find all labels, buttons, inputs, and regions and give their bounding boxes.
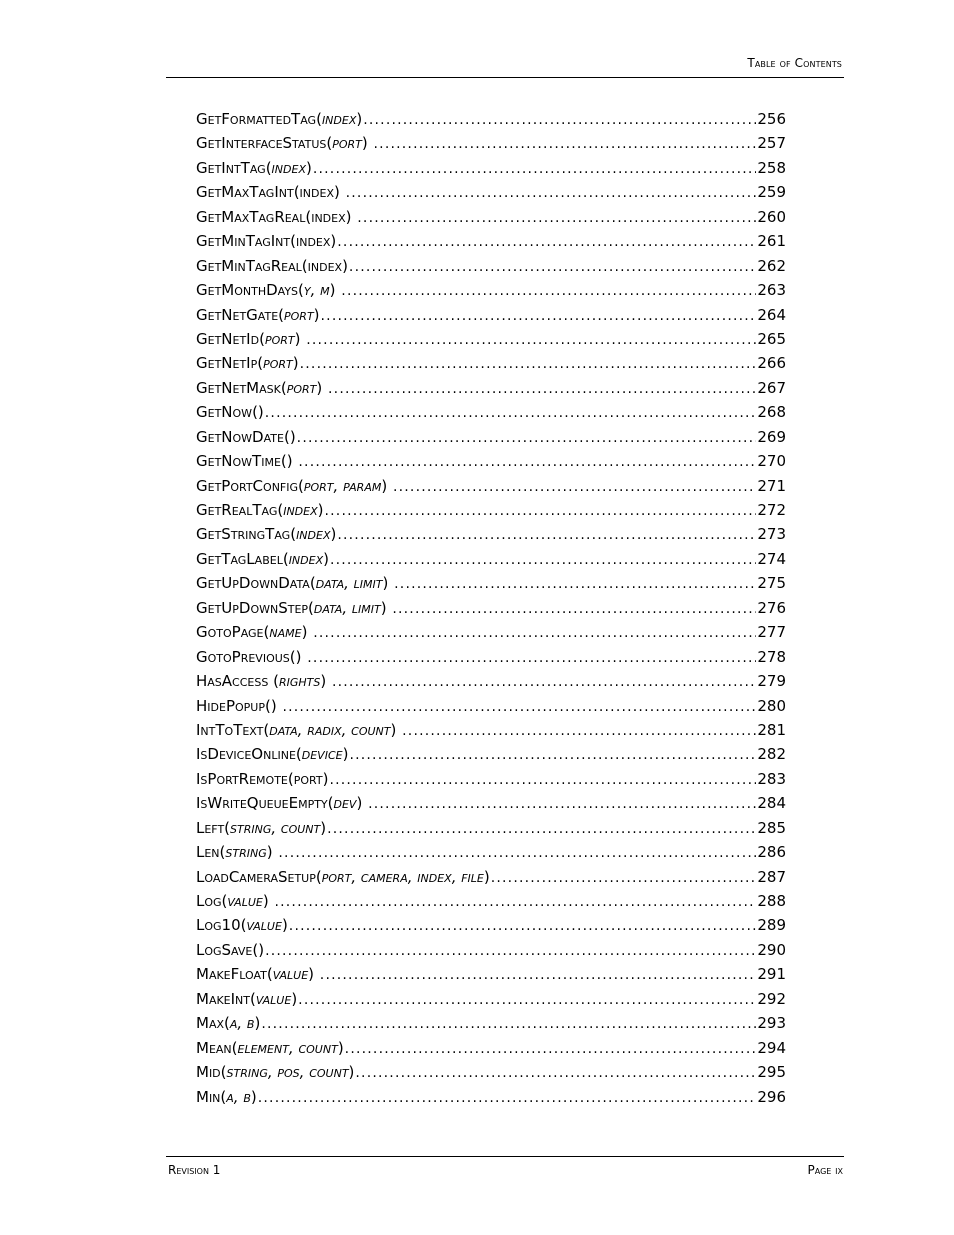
toc-entry-function-name: Mean	[196, 1038, 232, 1057]
toc-dot-leader	[298, 454, 756, 470]
toc-entry-arguments: element, count	[237, 1038, 338, 1057]
toc-dot-leader	[325, 503, 757, 519]
toc-entry-label: GetInterfaceStatus(port)	[196, 134, 373, 152]
toc-entry-function-name: IsWriteQueueEmpty	[196, 794, 328, 813]
toc-entry[interactable]	[196, 452, 786, 476]
toc-entry-page-number: 273	[757, 525, 786, 544]
toc-entry-page-number: 289	[757, 916, 786, 935]
toc-entry-function-name: Mid	[196, 1063, 221, 1082]
toc-entry-label: Len(string)	[196, 843, 277, 861]
toc-entry-arguments: port	[293, 769, 323, 788]
toc-entry-page-number: 296	[757, 1087, 786, 1106]
toc-entry-label: IntToText(data, radix, count)	[196, 721, 401, 739]
toc-entry-page-number: 283	[757, 769, 786, 788]
toc-entry-arguments: port, camera, index, file	[321, 867, 484, 886]
toc-entry-page-number: 263	[757, 281, 786, 300]
toc-entry-spacer	[293, 452, 298, 470]
toc-entry-function-name: GetStringTag	[196, 525, 291, 544]
toc-entry-arguments: data, radix, count	[269, 720, 391, 739]
toc-dot-leader	[368, 796, 756, 812]
toc-dot-leader	[337, 234, 756, 250]
toc-entry-spacer	[368, 134, 373, 152]
toc-entry-spacer	[322, 379, 327, 397]
toc-entry[interactable]	[196, 208, 786, 232]
toc-entry-label: Log(value)	[196, 892, 273, 910]
toc-entry[interactable]	[196, 599, 786, 623]
toc-entry[interactable]	[196, 623, 786, 647]
toc-entry-spacer	[362, 794, 367, 812]
toc-entry-arguments: string, pos, count	[226, 1063, 349, 1082]
toc-entry[interactable]	[196, 1014, 786, 1038]
toc-dot-leader	[265, 405, 757, 421]
toc-entry-function-name: GetNetGate	[196, 305, 279, 324]
toc-entry-function-name: GetIntTag	[196, 158, 266, 177]
toc-entry[interactable]	[196, 990, 786, 1014]
toc-entry[interactable]	[196, 281, 786, 305]
toc-entry-function-name: GetNowDate	[196, 427, 284, 446]
toc-entry-page-number: 270	[757, 452, 786, 471]
toc-entry[interactable]	[196, 525, 786, 549]
toc-entry-function-name: GetNetIp	[196, 354, 258, 373]
toc-entry-page-number: 269	[757, 427, 786, 446]
toc-entry-page-number: 274	[757, 549, 786, 568]
toc-entry-page-number: 295	[757, 1063, 786, 1082]
toc-entry[interactable]	[196, 794, 786, 818]
toc-dot-leader	[392, 601, 756, 617]
toc-entry-arguments: value	[227, 892, 263, 910]
toc-entry-page-number: 277	[757, 623, 786, 642]
toc-entry[interactable]	[196, 941, 786, 965]
toc-entry-arguments: index	[321, 110, 357, 128]
toc-entry-function-name: LogSave	[196, 940, 253, 959]
toc-entry-label: GetMaxTagInt(index)	[196, 183, 345, 201]
toc-entry-function-name: GetNetMask	[196, 378, 281, 397]
toc-dot-leader	[394, 576, 756, 592]
toc-entry-spacer	[301, 648, 306, 666]
toc-entry[interactable]	[196, 134, 786, 158]
toc-entry-arguments: port	[263, 354, 293, 373]
toc-entry-page-number: 258	[757, 158, 786, 177]
toc-entry[interactable]	[196, 697, 786, 721]
toc-entry[interactable]	[196, 1063, 786, 1087]
toc-entry-function-name: GetTagLabel	[196, 549, 283, 568]
toc-entry-function-name: GetMaxTagReal	[196, 207, 306, 226]
toc-entry-arguments: index	[296, 525, 331, 544]
toc-entry[interactable]	[196, 428, 786, 452]
table-of-contents-list	[196, 110, 786, 1112]
toc-entry-page-number: 278	[757, 647, 786, 666]
toc-entry-arguments: index	[307, 256, 343, 275]
toc-entry-arguments: port	[284, 305, 314, 324]
toc-entry-spacer	[340, 183, 345, 201]
toc-dot-leader	[321, 308, 757, 324]
footer-revision: Revision 1	[168, 1163, 221, 1177]
toc-entry-function-name: Log10	[196, 916, 241, 935]
toc-entry-label: GetUpDownStep(data, limit)	[196, 599, 391, 617]
toc-entry[interactable]	[196, 672, 786, 696]
toc-dot-leader	[274, 894, 756, 910]
toc-entry-label: Max(a, b)	[196, 1014, 261, 1033]
toc-entry[interactable]	[196, 892, 786, 916]
toc-dot-leader	[345, 1041, 757, 1057]
toc-dot-leader	[330, 552, 756, 568]
toc-dot-leader	[327, 821, 756, 837]
toc-entry-function-name: GetUpDownData	[196, 574, 310, 593]
toc-entry-label: GetNow()	[196, 403, 264, 422]
toc-entry-function-name: GetMinTagInt	[196, 232, 291, 251]
toc-entry-arguments: index	[288, 549, 324, 568]
toc-entry[interactable]	[196, 965, 786, 989]
toc-entry-arguments: y, m	[303, 281, 330, 300]
toc-entry-page-number: 267	[757, 378, 786, 397]
toc-dot-leader	[300, 356, 757, 372]
toc-entry-label: GetRealTag(index)	[196, 501, 324, 519]
toc-entry-function-name: GetNetId	[196, 329, 260, 348]
toc-entry-arguments: index	[271, 158, 306, 177]
toc-entry-spacer	[388, 574, 393, 592]
toc-entry-function-name: GetMaxTagInt	[196, 183, 294, 202]
toc-entry-label: GetMinTagInt(index)	[196, 232, 337, 251]
toc-dot-leader	[289, 918, 757, 934]
toc-dot-leader	[357, 210, 756, 226]
toc-entry-function-name: IsDeviceOnline	[196, 745, 296, 764]
toc-entry-label: Mean(element, count)	[196, 1038, 344, 1057]
toc-entry-page-number: 292	[757, 989, 786, 1008]
toc-entry[interactable]	[196, 574, 786, 598]
toc-entry-function-name: Min	[196, 1087, 221, 1106]
toc-dot-leader	[282, 699, 756, 715]
toc-entry-page-number: 265	[757, 329, 786, 348]
toc-dot-leader	[332, 674, 756, 690]
toc-entry-label: GetNetGate(port)	[196, 305, 320, 324]
toc-entry[interactable]	[196, 110, 786, 134]
toc-entry-arguments: index	[311, 207, 346, 226]
toc-dot-leader	[363, 112, 756, 128]
toc-entry-function-name: Left	[196, 818, 225, 837]
toc-dot-leader	[355, 1065, 756, 1081]
toc-entry-page-number: 284	[757, 794, 786, 813]
toc-entry[interactable]	[196, 330, 786, 354]
toc-entry-function-name: GotoPrevious	[196, 647, 290, 666]
toc-entry[interactable]	[196, 306, 786, 330]
toc-entry-page-number: 259	[757, 183, 786, 202]
toc-entry[interactable]	[196, 477, 786, 501]
toc-entry-function-name: HidePopup	[196, 696, 265, 715]
toc-entry-spacer	[352, 208, 357, 226]
toc-entry-arguments: string, count	[230, 818, 321, 837]
toc-entry-page-number: 266	[757, 354, 786, 373]
toc-entry-page-number: 272	[757, 501, 786, 519]
toc-entry-label: GetNowDate()	[196, 427, 296, 446]
toc-entry[interactable]	[196, 1088, 786, 1112]
toc-entry-page-number: 294	[757, 1038, 786, 1057]
toc-entry-spacer	[273, 843, 278, 861]
toc-entry-page-number: 287	[757, 867, 786, 886]
toc-entry-function-name: Log	[196, 892, 222, 910]
toc-entry-page-number: 268	[757, 403, 786, 422]
toc-dot-leader	[402, 723, 756, 739]
toc-dot-leader	[346, 185, 757, 201]
toc-dot-leader	[374, 136, 757, 152]
toc-entry-label: LoadCameraSetup(port, camera, index, file)	[196, 867, 490, 886]
toc-entry-arguments: index	[295, 232, 331, 251]
toc-entry-arguments: index	[299, 183, 334, 202]
toc-entry-page-number: 290	[757, 940, 786, 959]
toc-entry-function-name: GetRealTag	[196, 501, 278, 519]
toc-entry-function-name: Max	[196, 1014, 225, 1033]
toc-entry-spacer	[336, 281, 341, 299]
toc-dot-leader	[278, 845, 756, 861]
toc-entry-page-number: 275	[757, 574, 786, 593]
toc-entry[interactable]	[196, 721, 786, 745]
toc-entry-arguments: index	[283, 501, 318, 519]
toc-entry-function-name: IsPortRemote	[196, 769, 288, 788]
toc-entry-label: GotoPage(name)	[196, 623, 312, 641]
toc-entry[interactable]	[196, 819, 786, 843]
toc-entry-label: GetMonthDays(y, m)	[196, 281, 340, 299]
toc-entry[interactable]	[196, 379, 786, 403]
toc-entry-function-name: GotoPage	[196, 623, 264, 642]
toc-entry-label: MakeInt(value)	[196, 989, 298, 1008]
toc-entry-label: Mid(string, pos, count)	[196, 1063, 355, 1082]
toc-dot-leader	[261, 1016, 756, 1032]
toc-entry-spacer	[269, 892, 274, 910]
toc-entry-label: GetMaxTagReal(index)	[196, 208, 356, 226]
toc-dot-leader	[298, 992, 756, 1008]
toc-entry-label: GotoPrevious()	[196, 648, 306, 666]
toc-dot-leader	[349, 747, 756, 763]
toc-entry-label: GetStringTag(index)	[196, 525, 337, 544]
toc-entry-function-name: GetUpDownStep	[196, 598, 309, 617]
toc-entry-label: IsPortRemote(port)	[196, 769, 329, 788]
toc-entry-spacer	[300, 330, 305, 348]
toc-entry-function-name: GetFormattedTag	[196, 110, 317, 128]
toc-dot-leader	[329, 772, 756, 788]
toc-entry-page-number: 280	[757, 696, 786, 715]
toc-entry-page-number: 285	[757, 818, 786, 837]
toc-entry[interactable]	[196, 868, 786, 892]
toc-entry-label: HasAccess (rights)	[196, 672, 331, 690]
toc-dot-leader	[306, 332, 756, 348]
toc-entry-spacer	[277, 697, 282, 715]
toc-entry-arguments: data, limit	[313, 598, 381, 617]
toc-entry-label: Left(string, count)	[196, 818, 327, 837]
toc-entry-page-number: 291	[757, 965, 786, 984]
toc-entry-label: LogSave()	[196, 940, 265, 959]
toc-dot-leader	[297, 430, 757, 446]
toc-entry-spacer	[387, 599, 392, 617]
toc-entry-label: GetPortConfig(port, param)	[196, 477, 392, 495]
toc-entry-function-name: HasAccess	[196, 672, 274, 691]
toc-dot-leader	[349, 259, 756, 275]
toc-entry-spacer	[326, 672, 331, 690]
toc-entry-arguments: port	[264, 329, 295, 348]
toc-entry-label: GetIntTag(index)	[196, 158, 312, 177]
toc-entry-arguments: a, b	[229, 1014, 255, 1033]
toc-dot-leader	[393, 479, 756, 495]
toc-dot-leader	[313, 625, 756, 641]
toc-dot-leader	[307, 650, 756, 666]
toc-entry-label: GetNetMask(port)	[196, 379, 327, 397]
toc-entry-label: Log10(value)	[196, 916, 288, 935]
toc-entry-page-number: 286	[757, 843, 786, 862]
toc-entry-arguments: a, b	[226, 1087, 251, 1106]
toc-entry-spacer	[396, 721, 401, 739]
toc-entry-page-number: 257	[757, 134, 786, 153]
toc-dot-leader	[258, 1090, 757, 1106]
toc-entry[interactable]	[196, 232, 786, 256]
toc-entry[interactable]	[196, 183, 786, 207]
toc-entry-function-name: GetNow	[196, 403, 253, 422]
toc-entry[interactable]	[196, 1039, 786, 1063]
toc-entry-arguments: value	[272, 965, 309, 984]
toc-entry-function-name: GetMinTagReal	[196, 256, 302, 275]
toc-entry-arguments: device	[301, 745, 343, 764]
toc-entry[interactable]	[196, 916, 786, 940]
header-rule	[166, 77, 844, 78]
footer-page-number: Page ix	[807, 1163, 843, 1177]
toc-entry-arguments: data, limit	[315, 574, 383, 593]
toc-entry-page-number: 260	[757, 207, 786, 226]
toc-entry-arguments: value	[255, 989, 292, 1008]
toc-entry-page-number: 261	[757, 232, 786, 251]
toc-entry-function-name: GetPortConfig	[196, 476, 299, 495]
toc-dot-leader	[491, 870, 757, 886]
toc-entry-function-name: MakeFloat	[196, 965, 267, 984]
toc-dot-leader	[320, 967, 757, 983]
toc-entry-function-name: GetInterfaceStatus	[196, 134, 327, 153]
toc-entry-arguments: value	[246, 916, 282, 935]
toc-entry-label: Min(a, b)	[196, 1087, 257, 1106]
toc-entry-spacer	[387, 477, 392, 495]
toc-entry[interactable]	[196, 403, 786, 427]
toc-entry[interactable]	[196, 770, 786, 794]
toc-dot-leader	[313, 161, 757, 177]
toc-dot-leader	[328, 381, 756, 397]
footer-rule	[166, 1156, 844, 1157]
toc-entry-page-number: 293	[757, 1014, 786, 1033]
toc-entry-function-name: Len	[196, 843, 220, 862]
toc-entry-arguments: name	[269, 623, 302, 642]
toc-entry-arguments: string	[225, 843, 267, 862]
toc-entry-label: GetNetIp(port)	[196, 354, 299, 373]
toc-entry-page-number: 279	[757, 672, 786, 691]
toc-entry-page-number: 262	[757, 256, 786, 275]
toc-entry-page-number: 282	[757, 745, 786, 764]
toc-dot-leader	[341, 283, 756, 299]
toc-entry-spacer	[314, 965, 319, 983]
toc-entry-label: GetNetId(port)	[196, 330, 305, 348]
toc-entry[interactable]	[196, 257, 786, 281]
toc-dot-leader	[265, 943, 756, 959]
toc-entry-page-number: 271	[757, 476, 786, 495]
toc-entry-label: GetUpDownData(data, limit)	[196, 574, 393, 592]
toc-entry-label: GetMinTagReal(index)	[196, 256, 348, 275]
toc-entry[interactable]	[196, 159, 786, 183]
toc-entry-function-name: MakeInt	[196, 989, 251, 1008]
toc-entry-page-number: 276	[757, 598, 786, 617]
toc-entry-arguments: port	[332, 134, 362, 153]
running-header-title: Table of Contents	[747, 56, 842, 70]
toc-entry-arguments: rights	[278, 672, 321, 691]
toc-entry-label: MakeFloat(value)	[196, 965, 319, 983]
toc-entry-label: GetNowTime()	[196, 452, 297, 470]
toc-entry[interactable]	[196, 843, 786, 867]
toc-entry[interactable]	[196, 354, 786, 378]
toc-entry[interactable]	[196, 550, 786, 574]
toc-entry-label: HidePopup()	[196, 697, 281, 715]
toc-entry-label: IsWriteQueueEmpty(dev)	[196, 794, 367, 812]
toc-entry-label: IsDeviceOnline(device)	[196, 745, 349, 764]
toc-entry-function-name: IntToText	[196, 720, 264, 739]
toc-entry-arguments: port, param	[303, 476, 382, 495]
toc-entry-page-number: 281	[757, 720, 786, 739]
toc-entry-page-number: 288	[757, 892, 786, 910]
toc-entry-page-number: 256	[757, 110, 786, 128]
toc-entry-spacer	[307, 623, 312, 641]
toc-entry-label: GetTagLabel(index)	[196, 549, 329, 568]
toc-entry[interactable]	[196, 648, 786, 672]
toc-entry[interactable]	[196, 745, 786, 769]
toc-entry-function-name: LoadCameraSetup	[196, 867, 316, 886]
toc-entry-label: GetFormattedTag(index)	[196, 110, 363, 128]
toc-entry-arguments: port	[286, 378, 317, 397]
toc-entry-arguments: dev	[333, 794, 357, 813]
toc-entry-function-name: GetMonthDays	[196, 281, 299, 300]
toc-entry[interactable]	[196, 501, 786, 525]
toc-dot-leader	[337, 527, 756, 543]
toc-entry-page-number: 264	[757, 305, 786, 324]
toc-entry-function-name: GetNowTime	[196, 452, 281, 471]
